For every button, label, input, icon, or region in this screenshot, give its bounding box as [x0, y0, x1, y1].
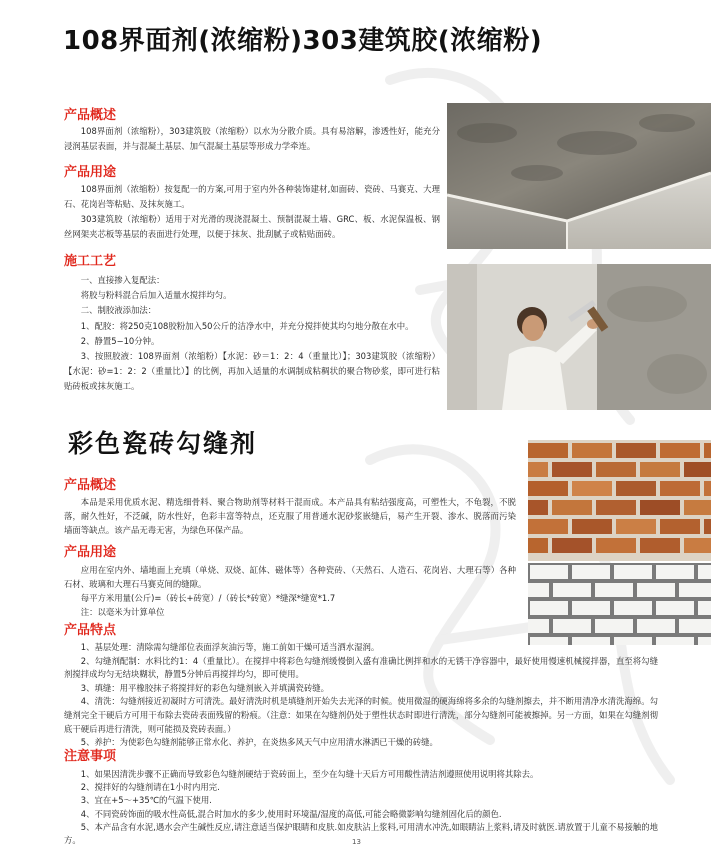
paragraph: 将胶与粉料混合后加入适量水搅拌均匀。	[80, 290, 232, 301]
paragraph: 2、搅拌好的勾缝剂请在1小时内用完.	[80, 782, 220, 793]
paragraph: 注：以毫米为计算单位	[80, 607, 165, 617]
section-heading-overview-2: 产品概述	[64, 478, 117, 493]
paragraph: 108界面剂（浓缩粉）按复配一的方案,可用于室内外各种装饰建材,如面砖、瓷砖、马赛克、大理石、花岗岩等粘贴、及抹灰施工。	[64, 184, 440, 209]
section-heading-usage-2: 产品用途	[64, 545, 117, 560]
section-body-features-2	[64, 641, 658, 750]
section-body-process-1	[64, 273, 440, 395]
section-heading-usage-1: 产品用途	[64, 165, 117, 180]
paragraph: 3、按照胶液：108界面剂（浓缩粉）【水泥：砂＝1：2：4（重量比）】；303建筑胶（浓缩粉）【水泥：砂=1：2：2（重量比）】的比例，再加入适量的水调制成粘稠状的聚合物砂浆，即可进行粘贴砖板或抹灰施工。	[64, 351, 440, 392]
paragraph: 一、直接掺入复配法：	[80, 275, 165, 285]
paragraph: 4、清洗：勾缝剂接近初凝时方可清洗。最好清洗时机是填缝剂开始失去光泽的时候。使用微湿的硬海绵将多余的勾缝剂擦去，并不断用清净水清洗海绵。勾缝剂完全干硬后方可用干布除去瓷砖表面残留的粉痕。（注意：如果在勾缝剂仍处于塑性状态时即进行清洗，部分勾缝剂可能被擦掉。另一方面，如果在勾缝剂彻底干硬后再进行清洗，则可能损及瓷砖表面。）	[64, 696, 658, 734]
paragraph: 1、配胶：将250克108胶粉加入50公斤的洁净水中，并充分搅拌使其均匀地分散在水中。	[80, 320, 414, 331]
paragraph: 108界面剂（浓缩粉），303建筑胶（浓缩粉）以水为分散介质。具有易溶解，渗透性好，能充分浸润基层表面，并与混凝土基层、加气混凝土基层等形成力学牵连。	[64, 126, 440, 151]
paragraph: 每平方米用量(公斤)=（砖长+砖宽）/（砖长*砖宽）*缝深*缝宽*1.7	[80, 593, 336, 603]
section-heading-notes-2: 注意事项	[64, 749, 117, 764]
plastering-worker-photo	[447, 264, 711, 410]
page-number: 13	[352, 838, 361, 846]
paragraph: 3、填缝：用平橡胶抹子将搅拌好的彩色勾缝剂嵌入并填满瓷砖缝。	[80, 682, 329, 693]
ceiling-photo	[447, 103, 711, 249]
paragraph: 4、不同瓷砖饰面的吸水性高低,混合时加水的多少,使用时环境温/湿度的高低,可能会略微影响勾缝剂固化后的颜色.	[80, 808, 502, 819]
paragraph: 2、勾缝剂配制：水料比约1：4（重量比）。在搅拌中将彩色勾缝剂缓慢倒入盛有准确比例拌和水的无锈干净容器中，最好使用慢速机械搅拌器，直至将勾缝剂搅拌成均匀无结块糊状，静置5分钟后再搅拌均匀，即可使用。	[64, 655, 658, 680]
paragraph: 5、本产品含有水泥,遇水会产生碱性反应,请注意适当保护眼睛和皮肤.如皮肤沾上浆料,可用清水冲洗,如眼睛沾上浆料,请及时就医.请放置于儿童不易接触的地方。	[64, 821, 658, 846]
paragraph: 1、如果因清洗步骤不正确而导致彩色勾缝剂硬结于瓷砖面上，至少在勾缝十天后方可用酸性清洁剂遵照使用说明将其除去。	[80, 769, 539, 779]
section-body-notes-2	[64, 768, 658, 846]
paragraph: 2、静置5−10分钟。	[80, 335, 160, 346]
section-heading-features-2: 产品特点	[64, 623, 117, 638]
paragraph: 应用在室内外、墙地面上充填（单烧、双烧、缸体、磁体等）各种瓷砖、（天然石、人造石、花岗岩、大理石等）各种石材、玻璃和大理石马赛克间的缝隙。	[64, 565, 516, 589]
paragraph: 1、基层处理：清除需勾缝部位表面浮灰油污等，施工前如干燥可适当洒水湿润。	[80, 642, 380, 652]
paragraph: 303建筑胶（浓缩粉）适用于对光滑的现浇混凝土、预制混凝土墙、GRC、板、水泥保温板、钢丝网架夹芯板等基层的表面进行处理，以便于抹灰、批刮腻子或粘贴面砖。	[64, 214, 440, 239]
section-body-usage-1	[64, 182, 440, 242]
orange-brick-wall-photo	[528, 440, 711, 561]
white-brick-wall-photo	[528, 563, 711, 645]
section-body-usage-2	[64, 563, 516, 619]
section-heading-process-1: 施工工艺	[64, 254, 117, 269]
section-body-overview-1	[64, 124, 440, 154]
paragraph: 本品是采用优质水泥、精选细骨料、聚合物助剂等材料干混而成。本产品具有粘结强度高，可塑性大，不龟裂，不脱落，耐久性好，不泛碱，防水性好，色彩丰富等特点，还克服了用普通水泥砂浆嵌缝后，易产生开裂、渗水、脱落而污染墙面等缺点。该产品无毒无害，为绿色环保产品。	[64, 497, 516, 535]
page-title-1: 108界面剂(浓缩粉)303建筑胶(浓缩粉)	[63, 26, 543, 56]
section-body-overview-2	[64, 495, 516, 537]
paragraph: 5、养护：为使彩色勾缝剂能够正常水化、养护，在炎热多风天气中应用清水淋洒已干燥的砖缝。	[80, 737, 438, 748]
paragraph: 二、制胶液添加法：	[80, 305, 157, 316]
paragraph: 3、宜在+5～+35℃的气温下使用.	[80, 795, 212, 806]
section-heading-overview-1: 产品概述	[64, 108, 117, 123]
page-title-2: 彩色瓷砖勾缝剂	[68, 429, 258, 458]
